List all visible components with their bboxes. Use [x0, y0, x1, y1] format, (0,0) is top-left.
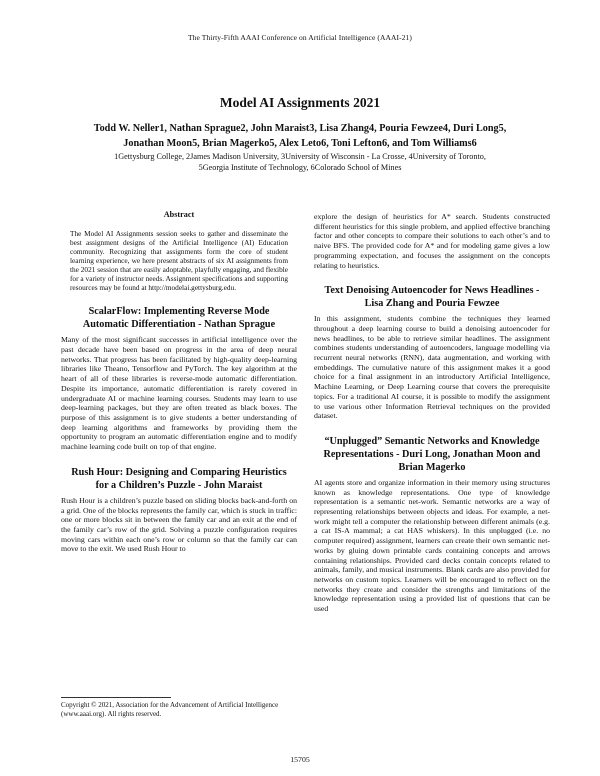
section-body-unplugged: AI agents store and organize information in their memory using structures known as knowledge representations. One type of knowledge representation is a semantic net-work. Semantic networks are a way of representing relationships between objects and ideas. For example, a net-work might tell a computer the relationship between different animals (e.g. a cat IS-A mammal; a cat HAS whiskers). In this unplugged (i.e. no computer required) assignment, learners can create their own semantic net-works by gluing down printable cards containing concepts and arrows containing relationships. Provided card decks contain concepts related to animals, family, and musical instruments. Blank cards are also provided for networks on custom topics. Learners will be encouraged to reflect on the networks they create and consider the strengths and limitations of the knowledge representation using a provided list of questions that can be used	[314, 477, 550, 614]
abstract-heading: Abstract	[163, 210, 195, 219]
section-body-rushhour-continued: explore the design of heuristics for A* search. Students constructed different heuristics for this single problem, and applied effective branching factor and other concepts to compare their solutions to each other’s and to naive BFS. The provided code for A* and for modeling game gives a low programming expectation, and focuses the assignment on the concepts relating to heuristics.	[314, 212, 550, 270]
author-list	[50, 121, 550, 151]
authors-line-1: Todd W. Neller1, Nathan Sprague2, John Maraist3, Lisa Zhang4, Pouria Fewzee4, Duri Long5,	[93, 123, 507, 134]
section-heading-scalarflow: ScalarFlow: Implementing Reverse Mode Automatic Differentiation - Nathan Sprague	[82, 306, 276, 331]
affiliations-line-2: 5Georgia Institute of Technology, 6Colorado School of Mines	[198, 163, 402, 172]
right-column	[314, 212, 550, 628]
paper-title: Model AI Assignments 2021	[219, 95, 381, 110]
section-body-rushhour: Rush Hour is a children’s puzzle based on sliding blocks back-and-forth on a grid. One of the blocks represents the family car, which is stuck in traffic: one or more blocks sit in between the family car and an exit at the end of the family car’s row of the grid. Solving a puzzle configuration requires moving cars within each one’s row or column so that the family car can move to the exit. We used Rush Hour to	[61, 495, 297, 554]
section-body-scalarflow: Many of the most significant successes in artificial intelligence over the past decade have been based on progress in the area of deep neural networks. That progress has been facilitated by high-quality deep-learning libraries like Theano, Tensorflow and PyTorch. The key algorithm at the heart of all of these libraries is reverse-mode automatic differentiation. Despite its importance, automatic differentiation is rarely covered in undergraduate AI or machine learning courses. Students may learn to use deep-learning packages, but they are often treated as black boxes. The purpose of this assignment is to give students a better understanding of deep learning algorithms and frameworks by providing them the opportunity to program an automatic differentiation engine and to modify machine learning code built on top of that engine.	[61, 335, 297, 452]
page-number: 15705	[290, 755, 310, 764]
affiliations-line-1: 1Gettysburg College, 2James Madison University, 3University of Wisconsin - La Crosse, 4University of Toronto,	[114, 152, 486, 161]
section-heading-denoising: Text Denoising Autoencoder for News Headlines - Lisa Zhang and Pouria Fewzee	[324, 285, 540, 310]
section-heading-unplugged: “Unplugged” Semantic Networks and Knowledge Representations - Duri Long, Jonathan Moon and Brian Magerko	[323, 435, 541, 473]
footnote-rule	[61, 697, 171, 698]
section-body-denoising: In this assignment, students combine the techniques they learned throughout a deep learning course to build a denoising autoencoder for news headlines, to be able to retrieve similar headlines. The assignment combines students understanding of autoencoders, language modelling via recurrent neural networks (RNN), data augmentation, and working with embeddings. The cumulative nature of this assignment makes it a good choice for a final assignment in an introductory Artificial Intelligence, Machine Learning, or Deep Learning course that covers the prerequisite topics. For a traditional AI course, it is possible to modify the assignment to use various other Information Retrieval techniques on the provided dataset.	[314, 314, 550, 421]
running-head: The Thirty-Fifth AAAI Conference on Artificial Intelligence (AAAI-21)	[188, 33, 412, 42]
abstract-text: The Model AI Assignments session seeks to gather and disseminate the best assignment designs of the Artificial Intelligence (AI) Education community. Recognizing that assignments form the core of student learning experience, we here present abstracts of six AI assignments from the 2021 session that are easily adoptable, playfully engaging, and flexible for a variety of instructor needs. Assignment specifications and supporting resources may be found at http://modelai.gettysburg.edu.	[70, 228, 288, 293]
authors-line-2: Jonathan Moon5, Brian Magerko5, Alex Leto6, Toni Lefton6, and Tom Williams6	[123, 138, 477, 149]
copyright-notice: Copyright © 2021, Association for the Advancement of Artificial Intelligence (www.aaai.org). All rights reserved.	[61, 701, 279, 718]
left-column	[61, 210, 297, 568]
section-heading-rushhour: Rush Hour: Designing and Comparing Heuristics for a Children’s Puzzle - John Maraist	[71, 466, 287, 491]
affiliations	[40, 151, 560, 173]
